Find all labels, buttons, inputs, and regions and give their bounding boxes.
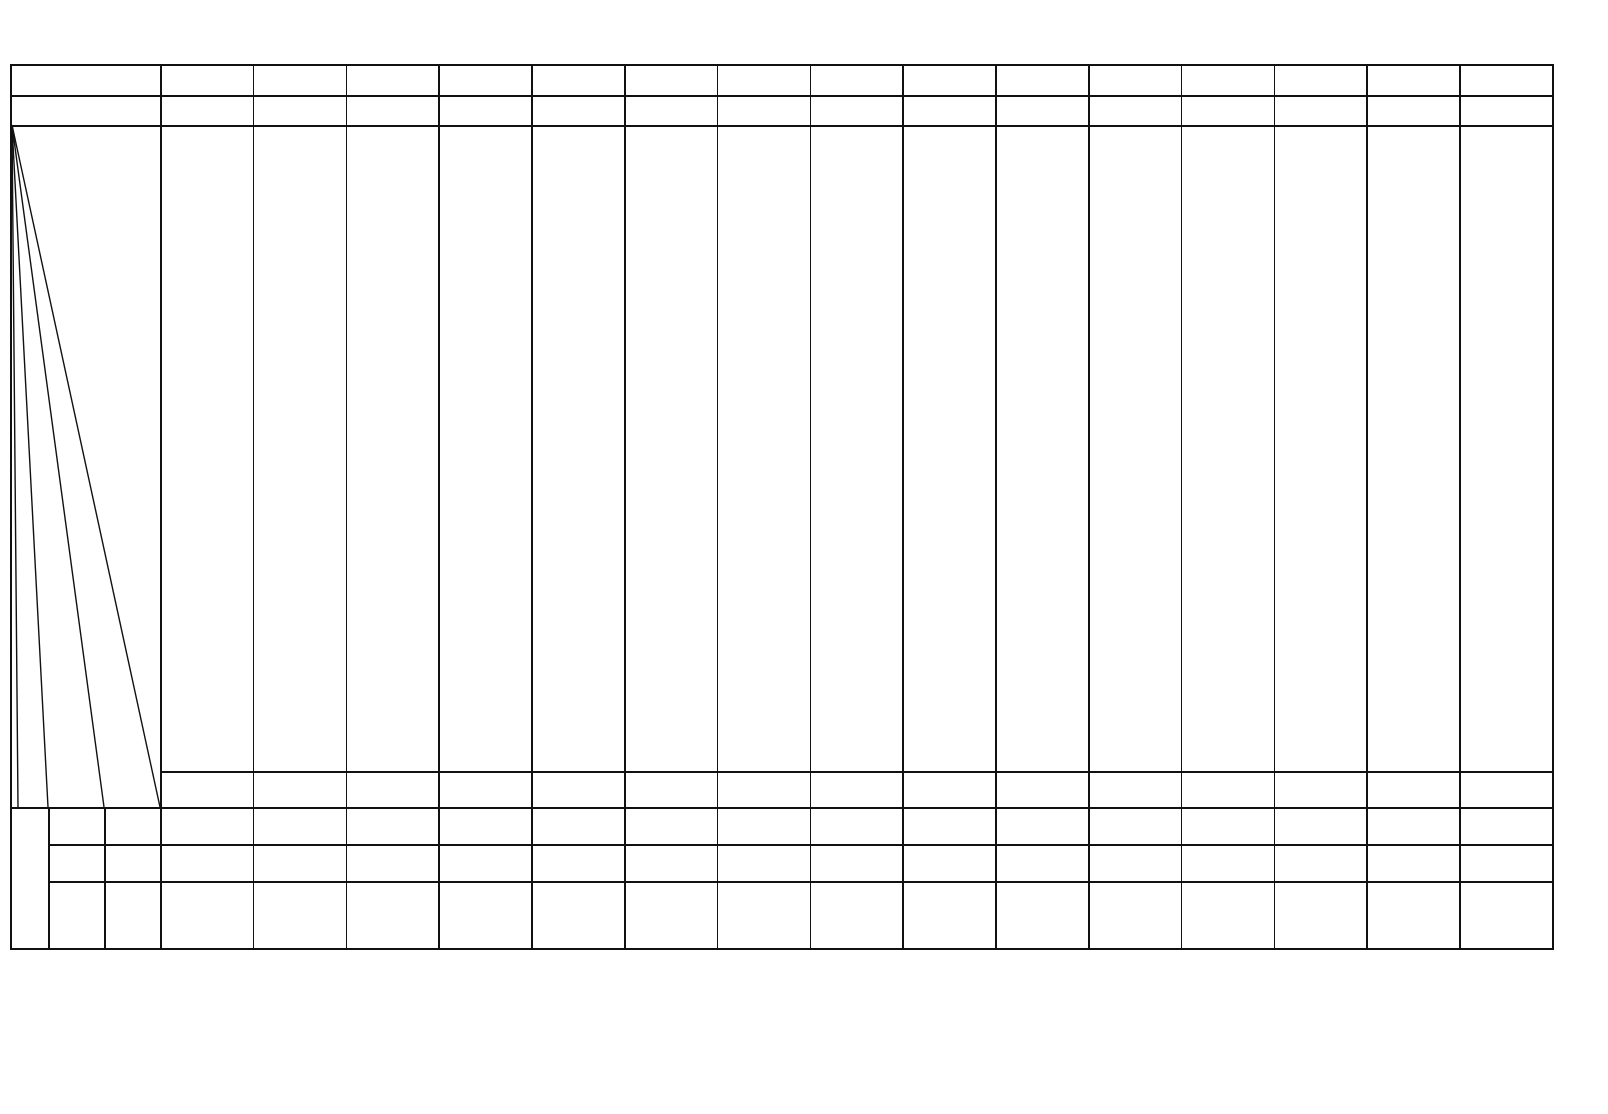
grid-line <box>104 807 106 948</box>
grid-line <box>1274 66 1276 948</box>
grid-line <box>253 66 255 948</box>
grid-line <box>48 807 50 948</box>
grid-line <box>12 95 1552 97</box>
grid-line <box>48 881 1552 883</box>
grid-line <box>531 66 533 948</box>
legend <box>26 928 82 943</box>
grid-line <box>624 66 626 948</box>
grid-line <box>717 66 719 948</box>
grid-line <box>48 844 1552 846</box>
header-diagonals <box>12 66 162 807</box>
grid-line <box>160 771 1552 773</box>
grid-line <box>1459 66 1461 948</box>
grid-line <box>438 66 440 948</box>
grid-line <box>346 66 348 948</box>
grid-line <box>12 807 1552 809</box>
grid-line <box>995 66 997 948</box>
trim-color-chart <box>10 64 1554 950</box>
diagonal-line <box>12 125 160 807</box>
grid-line <box>810 66 812 948</box>
grid-line <box>1181 66 1183 948</box>
grid-line <box>12 125 1552 127</box>
grid-line <box>1088 66 1090 948</box>
grid-line <box>902 66 904 948</box>
grid-line <box>1366 66 1368 948</box>
diagonal-line <box>12 125 104 807</box>
